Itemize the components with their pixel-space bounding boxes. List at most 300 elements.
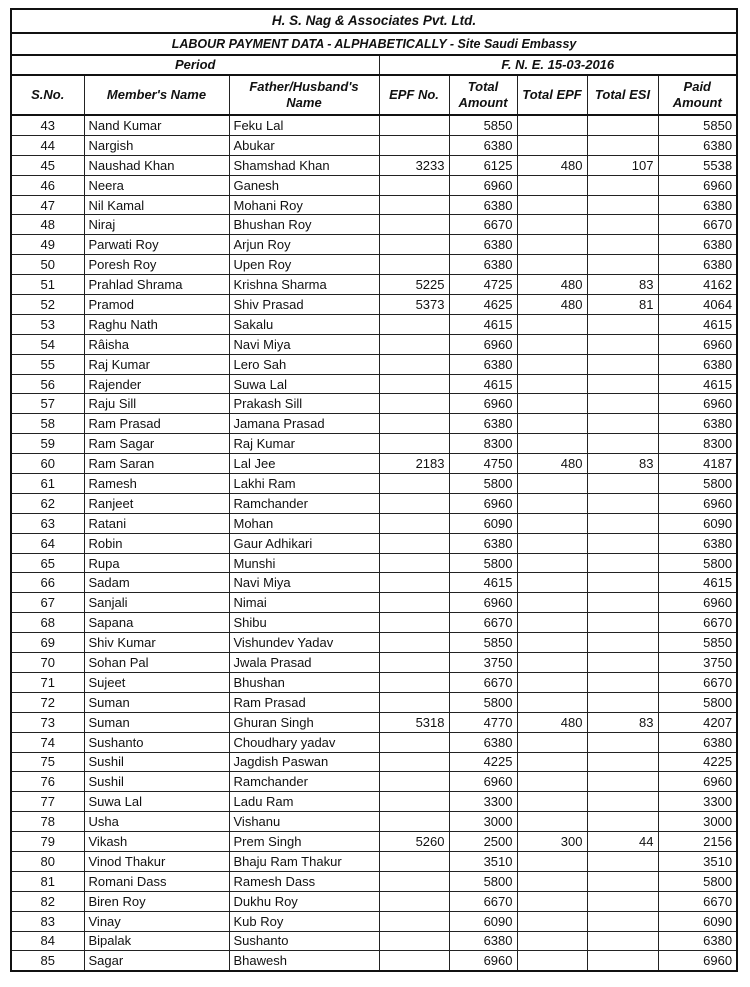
- cell-father-name: Jagdish Paswan: [229, 752, 379, 772]
- cell-father-name: Arjun Roy: [229, 235, 379, 255]
- cell-sno: 44: [11, 135, 84, 155]
- period-value: F. N. E. 15-03-2016: [379, 55, 737, 75]
- cell-member-name: Vikash: [84, 832, 229, 852]
- cell-sno: 79: [11, 832, 84, 852]
- cell-father-name: Ram Prasad: [229, 692, 379, 712]
- cell-father-name: Ladu Ram: [229, 792, 379, 812]
- cell-father-name: Bhushan Roy: [229, 215, 379, 235]
- table-row: [11, 454, 737, 474]
- cell-father-name: Nimai: [229, 593, 379, 613]
- col-header-epf-no: EPF No.: [379, 75, 449, 115]
- cell-total-esi: 107: [587, 155, 658, 175]
- cell-total-amount: 6125: [449, 155, 517, 175]
- cell-total-amount: 4615: [449, 314, 517, 334]
- cell-total-amount: 5800: [449, 692, 517, 712]
- cell-father-name: Shibu: [229, 613, 379, 633]
- table-row: [11, 275, 737, 295]
- cell-paid-amount: 6090: [658, 911, 737, 931]
- table-row: [11, 474, 737, 494]
- table-row: [11, 434, 737, 454]
- table-row: [11, 752, 737, 772]
- cell-total-epf: [517, 195, 587, 215]
- cell-total-esi: [587, 672, 658, 692]
- cell-paid-amount: 6090: [658, 513, 737, 533]
- cell-total-amount: 6960: [449, 334, 517, 354]
- cell-member-name: Parwati Roy: [84, 235, 229, 255]
- cell-member-name: Raghu Nath: [84, 314, 229, 334]
- table-row: [11, 891, 737, 911]
- cell-paid-amount: 5800: [658, 692, 737, 712]
- cell-sno: 85: [11, 951, 84, 971]
- cell-sno: 71: [11, 672, 84, 692]
- cell-sno: 83: [11, 911, 84, 931]
- table-row: [11, 712, 737, 732]
- cell-member-name: Usha: [84, 812, 229, 832]
- cell-total-amount: 6380: [449, 732, 517, 752]
- cell-total-esi: [587, 513, 658, 533]
- cell-member-name: Ram Prasad: [84, 414, 229, 434]
- cell-paid-amount: 4207: [658, 712, 737, 732]
- cell-member-name: Ram Saran: [84, 454, 229, 474]
- cell-paid-amount: 6670: [658, 891, 737, 911]
- cell-total-esi: [587, 314, 658, 334]
- cell-total-esi: [587, 931, 658, 951]
- cell-paid-amount: 6960: [658, 394, 737, 414]
- cell-father-name: Kub Roy: [229, 911, 379, 931]
- cell-father-name: Bhawesh: [229, 951, 379, 971]
- table-row: [11, 255, 737, 275]
- cell-paid-amount: 6670: [658, 215, 737, 235]
- cell-sno: 54: [11, 334, 84, 354]
- cell-total-amount: 6670: [449, 613, 517, 633]
- cell-father-name: Suwa Lal: [229, 374, 379, 394]
- cell-father-name: Raj Kumar: [229, 434, 379, 454]
- table-row: [11, 115, 737, 135]
- cell-total-epf: [517, 792, 587, 812]
- cell-total-esi: [587, 533, 658, 553]
- cell-paid-amount: 5850: [658, 115, 737, 135]
- cell-sno: 81: [11, 871, 84, 891]
- table-row: [11, 354, 737, 374]
- cell-epf-no: [379, 851, 449, 871]
- cell-member-name: Poresh Roy: [84, 255, 229, 275]
- cell-total-esi: [587, 434, 658, 454]
- cell-sno: 43: [11, 115, 84, 135]
- cell-total-amount: 8300: [449, 434, 517, 454]
- cell-total-epf: [517, 672, 587, 692]
- cell-total-amount: 4615: [449, 573, 517, 593]
- cell-father-name: Ramchander: [229, 493, 379, 513]
- cell-father-name: Munshi: [229, 553, 379, 573]
- cell-total-amount: 6960: [449, 951, 517, 971]
- cell-total-amount: 6380: [449, 135, 517, 155]
- cell-father-name: Vishundev Yadav: [229, 633, 379, 653]
- cell-member-name: Sapana: [84, 613, 229, 633]
- table-row: [11, 175, 737, 195]
- table-row: [11, 295, 737, 315]
- cell-paid-amount: 5800: [658, 474, 737, 494]
- cell-epf-no: [379, 354, 449, 374]
- cell-father-name: Lakhi Ram: [229, 474, 379, 494]
- cell-member-name: Prahlad Shrama: [84, 275, 229, 295]
- table-row: [11, 911, 737, 931]
- cell-father-name: Vishanu: [229, 812, 379, 832]
- cell-member-name: Sohan Pal: [84, 653, 229, 673]
- cell-total-epf: [517, 135, 587, 155]
- cell-member-name: Rajender: [84, 374, 229, 394]
- cell-paid-amount: 3750: [658, 653, 737, 673]
- cell-total-amount: 6380: [449, 195, 517, 215]
- cell-total-amount: 6380: [449, 354, 517, 374]
- cell-paid-amount: 5800: [658, 553, 737, 573]
- cell-total-amount: 4615: [449, 374, 517, 394]
- cell-member-name: Bipalak: [84, 931, 229, 951]
- cell-sno: 53: [11, 314, 84, 334]
- cell-epf-no: [379, 513, 449, 533]
- cell-paid-amount: 5850: [658, 633, 737, 653]
- col-header-total-esi: Total ESI: [587, 75, 658, 115]
- table-row: [11, 513, 737, 533]
- cell-total-esi: [587, 553, 658, 573]
- table-row: [11, 633, 737, 653]
- cell-total-epf: [517, 394, 587, 414]
- table-row: [11, 812, 737, 832]
- cell-father-name: Bhaju Ram Thakur: [229, 851, 379, 871]
- cell-total-esi: 81: [587, 295, 658, 315]
- cell-total-esi: [587, 851, 658, 871]
- cell-total-epf: [517, 474, 587, 494]
- cell-total-epf: [517, 513, 587, 533]
- cell-sno: 46: [11, 175, 84, 195]
- cell-member-name: Naushad Khan: [84, 155, 229, 175]
- table-row: [11, 235, 737, 255]
- cell-total-amount: 4770: [449, 712, 517, 732]
- cell-epf-no: [379, 175, 449, 195]
- cell-member-name: Sushanto: [84, 732, 229, 752]
- cell-father-name: Jwala Prasad: [229, 653, 379, 673]
- table-row: [11, 672, 737, 692]
- cell-sno: 55: [11, 354, 84, 374]
- cell-father-name: Bhushan: [229, 672, 379, 692]
- cell-epf-no: [379, 732, 449, 752]
- cell-member-name: Suman: [84, 692, 229, 712]
- cell-epf-no: 3233: [379, 155, 449, 175]
- cell-total-epf: [517, 354, 587, 374]
- cell-epf-no: [379, 533, 449, 553]
- table-row: [11, 931, 737, 951]
- cell-total-esi: [587, 613, 658, 633]
- cell-member-name: Shiv Kumar: [84, 633, 229, 653]
- cell-member-name: Vinay: [84, 911, 229, 931]
- cell-paid-amount: 8300: [658, 434, 737, 454]
- table-row: [11, 155, 737, 175]
- cell-total-esi: 83: [587, 712, 658, 732]
- cell-member-name: Rupa: [84, 553, 229, 573]
- cell-total-amount: 4225: [449, 752, 517, 772]
- cell-epf-no: [379, 672, 449, 692]
- cell-member-name: Raju Sill: [84, 394, 229, 414]
- cell-paid-amount: 6380: [658, 195, 737, 215]
- cell-epf-no: [379, 891, 449, 911]
- cell-epf-no: [379, 474, 449, 494]
- cell-total-esi: [587, 772, 658, 792]
- table-row: [11, 414, 737, 434]
- cell-total-esi: [587, 891, 658, 911]
- cell-epf-no: [379, 871, 449, 891]
- cell-member-name: Sushil: [84, 772, 229, 792]
- cell-sno: 75: [11, 752, 84, 772]
- cell-member-name: Robin: [84, 533, 229, 553]
- cell-total-esi: [587, 334, 658, 354]
- cell-sno: 70: [11, 653, 84, 673]
- cell-total-amount: 5850: [449, 633, 517, 653]
- cell-member-name: Ratani: [84, 513, 229, 533]
- cell-total-esi: [587, 692, 658, 712]
- cell-total-epf: 480: [517, 155, 587, 175]
- cell-epf-no: [379, 613, 449, 633]
- cell-total-epf: 480: [517, 712, 587, 732]
- cell-total-amount: 3300: [449, 792, 517, 812]
- cell-paid-amount: 6960: [658, 334, 737, 354]
- cell-total-esi: [587, 115, 658, 135]
- cell-sno: 45: [11, 155, 84, 175]
- cell-epf-no: [379, 752, 449, 772]
- cell-total-epf: [517, 215, 587, 235]
- cell-epf-no: [379, 812, 449, 832]
- cell-paid-amount: 4615: [658, 314, 737, 334]
- cell-total-amount: 4750: [449, 454, 517, 474]
- col-header-total-amount: Total Amount: [449, 75, 517, 115]
- cell-total-esi: [587, 871, 658, 891]
- cell-total-epf: [517, 732, 587, 752]
- cell-epf-no: 5373: [379, 295, 449, 315]
- cell-total-epf: [517, 891, 587, 911]
- cell-epf-no: [379, 394, 449, 414]
- payment-document: [10, 8, 736, 972]
- cell-member-name: Raj Kumar: [84, 354, 229, 374]
- cell-paid-amount: 4615: [658, 374, 737, 394]
- cell-father-name: Krishna Sharma: [229, 275, 379, 295]
- table-row: [11, 334, 737, 354]
- cell-father-name: Ganesh: [229, 175, 379, 195]
- cell-epf-no: [379, 255, 449, 275]
- cell-total-esi: [587, 633, 658, 653]
- cell-epf-no: [379, 633, 449, 653]
- col-header-paid-amount: Paid Amount: [658, 75, 737, 115]
- cell-epf-no: [379, 235, 449, 255]
- cell-sno: 56: [11, 374, 84, 394]
- table-row: [11, 832, 737, 852]
- cell-total-amount: 6960: [449, 593, 517, 613]
- cell-total-amount: 6090: [449, 911, 517, 931]
- cell-paid-amount: 5538: [658, 155, 737, 175]
- cell-total-amount: 6380: [449, 414, 517, 434]
- cell-paid-amount: 6380: [658, 533, 737, 553]
- cell-member-name: Nil Kamal: [84, 195, 229, 215]
- cell-total-amount: 6960: [449, 772, 517, 792]
- cell-total-esi: [587, 235, 658, 255]
- cell-epf-no: [379, 414, 449, 434]
- cell-total-esi: [587, 175, 658, 195]
- cell-paid-amount: 6380: [658, 931, 737, 951]
- cell-total-amount: 6960: [449, 493, 517, 513]
- cell-member-name: Sadam: [84, 573, 229, 593]
- cell-total-epf: [517, 752, 587, 772]
- cell-paid-amount: 6960: [658, 772, 737, 792]
- cell-total-epf: [517, 334, 587, 354]
- cell-total-epf: [517, 175, 587, 195]
- cell-paid-amount: 4615: [658, 573, 737, 593]
- cell-epf-no: [379, 195, 449, 215]
- cell-epf-no: [379, 434, 449, 454]
- cell-member-name: Pramod: [84, 295, 229, 315]
- cell-sno: 61: [11, 474, 84, 494]
- cell-sno: 65: [11, 553, 84, 573]
- cell-member-name: Ramesh: [84, 474, 229, 494]
- cell-total-amount: 6380: [449, 235, 517, 255]
- cell-paid-amount: 2156: [658, 832, 737, 852]
- cell-member-name: Sagar: [84, 951, 229, 971]
- cell-sno: 50: [11, 255, 84, 275]
- cell-member-name: Suwa Lal: [84, 792, 229, 812]
- cell-total-amount: 6090: [449, 513, 517, 533]
- cell-paid-amount: 3300: [658, 792, 737, 812]
- cell-total-amount: 4625: [449, 295, 517, 315]
- cell-sno: 48: [11, 215, 84, 235]
- cell-total-esi: 83: [587, 454, 658, 474]
- cell-paid-amount: 6380: [658, 135, 737, 155]
- cell-sno: 52: [11, 295, 84, 315]
- company-name: H. S. Nag & Associates Pvt. Ltd.: [11, 9, 737, 33]
- cell-epf-no: [379, 493, 449, 513]
- cell-sno: 69: [11, 633, 84, 653]
- cell-member-name: Biren Roy: [84, 891, 229, 911]
- cell-total-amount: 6670: [449, 891, 517, 911]
- cell-total-amount: 5800: [449, 871, 517, 891]
- cell-total-epf: [517, 374, 587, 394]
- cell-total-epf: [517, 871, 587, 891]
- cell-sno: 68: [11, 613, 84, 633]
- cell-total-epf: [517, 593, 587, 613]
- labour-payment-table: [10, 8, 738, 972]
- cell-member-name: Sushil: [84, 752, 229, 772]
- table-row: [11, 871, 737, 891]
- cell-member-name: Niraj: [84, 215, 229, 235]
- cell-total-esi: [587, 135, 658, 155]
- cell-member-name: Sanjali: [84, 593, 229, 613]
- cell-paid-amount: 4187: [658, 454, 737, 474]
- cell-total-epf: [517, 653, 587, 673]
- table-row: [11, 692, 737, 712]
- cell-total-esi: [587, 215, 658, 235]
- cell-father-name: Jamana Prasad: [229, 414, 379, 434]
- column-header-row: [11, 75, 737, 115]
- report-title: LABOUR PAYMENT DATA - ALPHABETICALLY - Site Saudi Embassy: [11, 33, 737, 55]
- col-header-sno: S.No.: [11, 75, 84, 115]
- table-row: [11, 493, 737, 513]
- cell-paid-amount: 3510: [658, 851, 737, 871]
- cell-sno: 62: [11, 493, 84, 513]
- cell-total-epf: [517, 235, 587, 255]
- cell-epf-no: [379, 115, 449, 135]
- cell-epf-no: [379, 593, 449, 613]
- cell-epf-no: [379, 135, 449, 155]
- table-row: [11, 314, 737, 334]
- cell-total-epf: [517, 434, 587, 454]
- cell-paid-amount: 4064: [658, 295, 737, 315]
- cell-sno: 78: [11, 812, 84, 832]
- cell-father-name: Gaur Adhikari: [229, 533, 379, 553]
- cell-total-epf: 300: [517, 832, 587, 852]
- cell-sno: 66: [11, 573, 84, 593]
- cell-total-amount: 6960: [449, 175, 517, 195]
- cell-member-name: Nargish: [84, 135, 229, 155]
- col-header-member-name: Member's Name: [84, 75, 229, 115]
- col-header-total-epf: Total EPF: [517, 75, 587, 115]
- cell-total-epf: [517, 573, 587, 593]
- cell-epf-no: [379, 792, 449, 812]
- cell-father-name: Upen Roy: [229, 255, 379, 275]
- cell-sno: 47: [11, 195, 84, 215]
- cell-epf-no: 5318: [379, 712, 449, 732]
- cell-total-amount: 6380: [449, 255, 517, 275]
- cell-total-amount: 4725: [449, 275, 517, 295]
- cell-sno: 64: [11, 533, 84, 553]
- cell-member-name: Sujeet: [84, 672, 229, 692]
- table-row: [11, 215, 737, 235]
- cell-paid-amount: 6960: [658, 175, 737, 195]
- cell-total-amount: 3510: [449, 851, 517, 871]
- cell-total-amount: 6960: [449, 394, 517, 414]
- cell-total-epf: [517, 772, 587, 792]
- period-label: Period: [11, 55, 379, 75]
- cell-total-esi: [587, 394, 658, 414]
- cell-epf-no: 5225: [379, 275, 449, 295]
- cell-father-name: Ramchander: [229, 772, 379, 792]
- cell-father-name: Ghuran Singh: [229, 712, 379, 732]
- table-row: [11, 533, 737, 553]
- cell-total-epf: [517, 633, 587, 653]
- cell-sno: 63: [11, 513, 84, 533]
- cell-epf-no: [379, 314, 449, 334]
- cell-paid-amount: 6670: [658, 672, 737, 692]
- table-row: [11, 772, 737, 792]
- cell-sno: 74: [11, 732, 84, 752]
- cell-total-epf: [517, 613, 587, 633]
- cell-total-esi: [587, 792, 658, 812]
- cell-total-epf: [517, 255, 587, 275]
- cell-paid-amount: 4225: [658, 752, 737, 772]
- cell-total-amount: 5800: [449, 474, 517, 494]
- cell-total-epf: [517, 951, 587, 971]
- cell-paid-amount: 6380: [658, 414, 737, 434]
- table-row: [11, 593, 737, 613]
- cell-sno: 84: [11, 931, 84, 951]
- cell-epf-no: [379, 334, 449, 354]
- cell-epf-no: [379, 772, 449, 792]
- cell-total-epf: 480: [517, 295, 587, 315]
- cell-member-name: Vinod Thakur: [84, 851, 229, 871]
- cell-total-epf: 480: [517, 275, 587, 295]
- cell-sno: 73: [11, 712, 84, 732]
- cell-paid-amount: 6380: [658, 354, 737, 374]
- table-row: [11, 792, 737, 812]
- cell-paid-amount: 3000: [658, 812, 737, 832]
- cell-paid-amount: 6380: [658, 235, 737, 255]
- cell-total-amount: 6670: [449, 672, 517, 692]
- cell-total-epf: [517, 931, 587, 951]
- cell-total-epf: [517, 115, 587, 135]
